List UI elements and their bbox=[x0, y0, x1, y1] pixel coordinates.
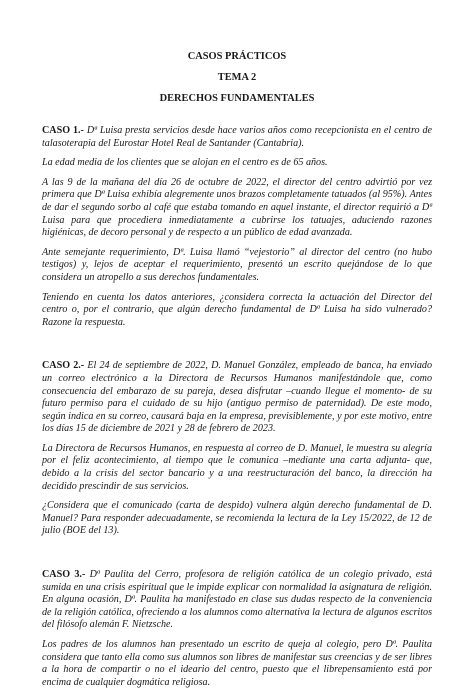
case-1-question: Teniendo en cuenta los datos anteriores, ¿considera correcta la actuación del Director del centro o, por el contrario, que algún derecho fundamental de Dª Luisa ha sido vulnerado? Razone la respuesta. bbox=[42, 291, 432, 328]
case-1-paragraph: La edad media de los clientes que se alojan en el centro es de 65 años. bbox=[42, 157, 328, 169]
case-3-paragraph: Los padres de los alumnos han presentado un escrito de queja al colegio, pero Dª. Paulita considera que tanto ella como sus alumnos son libres de manifestar sus creencias y de ser libres a la hora de compartir o no el ideario del centro, puesto que el librepensamiento está por encima de cualquier dogmática religiosa. bbox=[42, 639, 432, 688]
case-2 bbox=[42, 360, 432, 538]
header-subject: DERECHOS FUNDAMENTALES bbox=[159, 93, 315, 104]
case-3-paragraph bbox=[42, 569, 432, 632]
case-2-intro: El 24 de septiembre de 2022, D. Manuel González, empleado de banca, ha enviado un correo electrónico a la Directora de Recursos Humanos manifestándole que, como consecuencia del embarazo de su pareja, desea disfrutar –cuando llegue el momento- de su futuro permiso para el cuidado de su hijo (antiguo permiso de paternidad). De este modo, según indica en su correo, causará baja en la empresa, previsiblemente, y por este motivo, entre los días 15 de diciembre de 2021 y 28 de febrero de 2023. bbox=[42, 360, 432, 435]
document-header bbox=[42, 50, 432, 105]
case-1 bbox=[42, 125, 432, 329]
case-1-paragraph: A las 9 de la mañana del día 26 de octubre de 2022, el director del centro advirtió por vez primera que Dª Luisa exhibía alegremente unos brazos completamente tatuados (al 95%). Antes de dar el segundo sorbo al café que estaba tomando en aquel instante, el director requirió a Dª Luisa para que procediera inmediatamente a cubrirse los tatuajes, aduciendo razones higiénicas, de decoro personal y de respecto a un público de edad avanzada. bbox=[42, 176, 432, 239]
header-title: CASOS PRÁCTICOS bbox=[187, 51, 287, 62]
case-3-intro: Dª Paulita del Cerro, profesora de religión católica de un colegio privado, está sumida en una crisis espiritual que le impide explicar con normalidad la asignatura de religión. En alguna ocasión, Dª. Paulita ha manifestado en clase sus dudas respecto de la conveniencia de la religión católica, ofreciendo a los alumnos como alternativa la lectura de algunos escritos del filósofo alemán F. Nietzsche. bbox=[42, 569, 433, 631]
header-topic: TEMA 2 bbox=[217, 72, 257, 83]
case-2-paragraph bbox=[42, 360, 432, 436]
case-2-label: CASO 2.- bbox=[42, 360, 85, 372]
case-2-question: ¿Considera que el comunicado (carta de despido) vulnera algún derecho fundamental de D. Manuel? Para responder adecuadamente, se recomienda la lectura de la Ley 15/2022, de 12 de julio (BOE del 13). bbox=[42, 500, 432, 537]
case-1-paragraph bbox=[42, 125, 432, 150]
case-1-label: CASO 1.- bbox=[42, 125, 84, 136]
case-1-paragraph: Ante semejante requerimiento, Dª. Luisa llamó “vejestorio” al director del centro (no hubo testigos) y, lejos de aceptar el requerimiento, presentó un escrito quejándose de lo que considera un atropello a sus derechos fundamentales. bbox=[42, 246, 432, 283]
case-2-paragraph: La Directora de Recursos Humanos, en respuesta al correo de D. Manuel, le muestra su alegría por el feliz acontecimiento, al tiempo que le comunica –mediante una carta adjunta- que, debido a la crisis del sector bancario y a una reestructuración del banco, la dirección ha decidido prescindir de sus servicios. bbox=[42, 442, 432, 492]
case-3 bbox=[42, 569, 432, 689]
case-3-label: CASO 3.- bbox=[42, 569, 86, 581]
case-1-intro: Dª Luisa presta servicios desde hace varios años como recepcionista en el centro de talasoterapia del Eurostar Hotel Real de Santander (Cantabria). bbox=[42, 125, 432, 149]
